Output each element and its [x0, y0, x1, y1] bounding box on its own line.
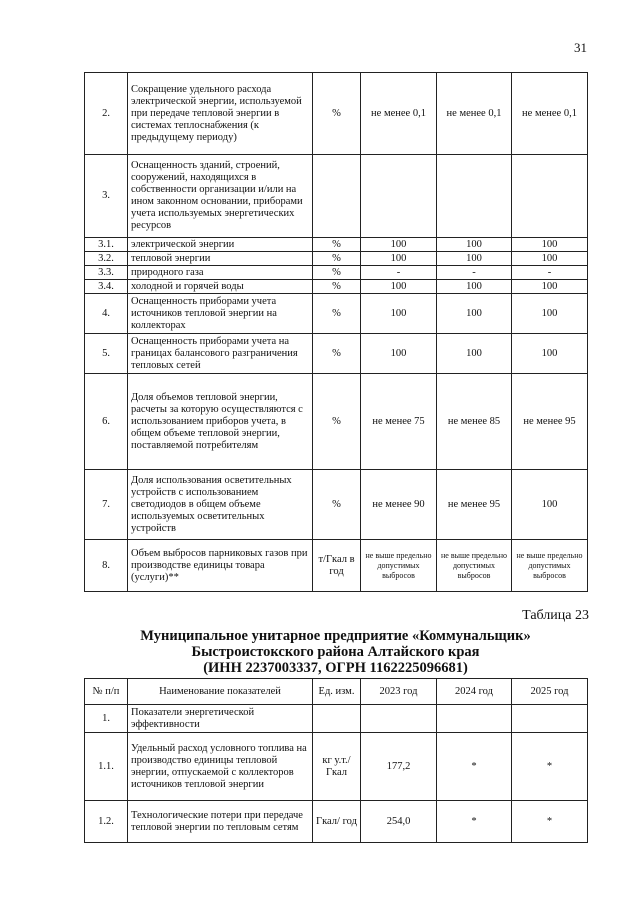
value-2024: 100 — [437, 334, 512, 374]
unit-cell: % — [313, 252, 361, 266]
value-2023: 100 — [361, 280, 437, 294]
value-2025: 100 — [512, 294, 588, 334]
row-number: 4. — [85, 294, 128, 334]
value-2025: не выше предельно допустимых выбросов — [512, 540, 588, 592]
table-row — [85, 266, 588, 280]
unit-cell: % — [313, 334, 361, 374]
organization-title-line-3: (ИНН 2237003337, ОГРН 1162225096681) — [203, 660, 468, 676]
value-2024: - — [437, 266, 512, 280]
table-row — [85, 334, 588, 374]
row-number: 1.2. — [85, 801, 128, 843]
value-2023: не менее 0,1 — [361, 73, 437, 155]
row-number: 7. — [85, 470, 128, 540]
page-number: 31 — [574, 40, 587, 55]
header-number: № п/п — [85, 679, 128, 705]
table-row — [85, 801, 588, 843]
value-2023: 100 — [361, 252, 437, 266]
value-2024 — [437, 705, 512, 733]
value-2024: 100 — [437, 238, 512, 252]
table-row — [85, 280, 588, 294]
table-row — [85, 238, 588, 252]
value-2024: 100 — [437, 252, 512, 266]
indicators-table-23 — [84, 678, 588, 843]
indicator-name: Оснащенность зданий, строений, сооружений, находящихся в собственности организации и/или на ином законном основании, приборами учета используемых энергетических ресурсов — [128, 155, 313, 238]
value-2023: не выше предельно допустимых выбросов — [361, 540, 437, 592]
row-number: 3. — [85, 155, 128, 238]
value-2025: * — [512, 733, 588, 801]
row-number: 5. — [85, 334, 128, 374]
indicator-name: Показатели энергетической эффективности — [128, 705, 313, 733]
value-2024: * — [437, 801, 512, 843]
header-2023: 2023 год — [361, 679, 437, 705]
value-2023 — [361, 705, 437, 733]
indicators-table-continued — [84, 72, 588, 592]
indicator-name: Сокращение удельного расхода электрической энергии, используемой при передаче тепловой энергии в системах теплоснабжения (к предыдущему периоду) — [128, 73, 313, 155]
row-number: 6. — [85, 374, 128, 470]
value-2023: 100 — [361, 334, 437, 374]
value-2025 — [512, 155, 588, 238]
table-row — [85, 294, 588, 334]
header-2024: 2024 год — [437, 679, 512, 705]
value-2023: 177,2 — [361, 733, 437, 801]
indicator-name: Доля использования осветительных устройств с использованием светодиодов в общем объеме используемых осветительных устройств — [128, 470, 313, 540]
unit-cell: кг у.т./ Гкал — [313, 733, 361, 801]
value-2025: 100 — [512, 334, 588, 374]
table-row — [85, 705, 588, 733]
unit-cell: т/Гкал в год — [313, 540, 361, 592]
indicator-name: Объем выбросов парниковых газов при производстве единицы товара (услуги)** — [128, 540, 313, 592]
value-2023: - — [361, 266, 437, 280]
indicator-name: электрической энергии — [128, 238, 313, 252]
value-2025: 100 — [512, 238, 588, 252]
row-number: 1. — [85, 705, 128, 733]
table-header-row — [85, 679, 588, 705]
indicator-name: Доля объемов тепловой энергии, расчеты за которую осуществляются с использованием приборов учета, в общем объеме тепловой энергии, поставляемой потребителям — [128, 374, 313, 470]
unit-cell: % — [313, 294, 361, 334]
header-unit: Ед. изм. — [313, 679, 361, 705]
row-number: 8. — [85, 540, 128, 592]
unit-cell: % — [313, 73, 361, 155]
value-2023 — [361, 155, 437, 238]
unit-cell — [313, 155, 361, 238]
organization-title-line-1: Муниципальное унитарное предприятие «Коммунальщик» — [140, 628, 531, 644]
unit-cell — [313, 705, 361, 733]
indicator-name: Технологические потери при передаче тепловой энергии по тепловым сетям — [128, 801, 313, 843]
value-2025: 100 — [512, 280, 588, 294]
unit-cell: Гкал/ год — [313, 801, 361, 843]
value-2025: не менее 0,1 — [512, 73, 588, 155]
indicator-name: тепловой энергии — [128, 252, 313, 266]
indicator-name: Оснащенность приборами учета на границах балансового разграничения тепловых сетей — [128, 334, 313, 374]
value-2025: не менее 95 — [512, 374, 588, 470]
row-number: 1.1. — [85, 733, 128, 801]
value-2024 — [437, 155, 512, 238]
value-2024: 100 — [437, 280, 512, 294]
value-2024: не менее 0,1 — [437, 73, 512, 155]
value-2024: не выше предельно допустимых выбросов — [437, 540, 512, 592]
table-row — [85, 540, 588, 592]
header-2025: 2025 год — [512, 679, 588, 705]
value-2024: не менее 95 — [437, 470, 512, 540]
table-row — [85, 155, 588, 238]
table-caption: Таблица 23 — [522, 608, 589, 623]
header-indicator-name: Наименование показателей — [128, 679, 313, 705]
value-2023: 254,0 — [361, 801, 437, 843]
table-row — [85, 73, 588, 155]
unit-cell: % — [313, 238, 361, 252]
table-row — [85, 374, 588, 470]
unit-cell: % — [313, 280, 361, 294]
row-number: 3.3. — [85, 266, 128, 280]
table-row — [85, 733, 588, 801]
table-row — [85, 252, 588, 266]
organization-title-line-2: Быстроистокского района Алтайского края — [191, 644, 480, 660]
value-2024: 100 — [437, 294, 512, 334]
table-row — [85, 470, 588, 540]
row-number: 2. — [85, 73, 128, 155]
value-2023: не менее 75 — [361, 374, 437, 470]
value-2025: 100 — [512, 252, 588, 266]
value-2024: * — [437, 733, 512, 801]
row-number: 3.2. — [85, 252, 128, 266]
value-2025: 100 — [512, 470, 588, 540]
unit-cell: % — [313, 470, 361, 540]
value-2023: не менее 90 — [361, 470, 437, 540]
value-2025 — [512, 705, 588, 733]
indicator-name: Оснащенность приборами учета источников тепловой энергии на коллекторах — [128, 294, 313, 334]
value-2024: не менее 85 — [437, 374, 512, 470]
indicator-name: холодной и горячей воды — [128, 280, 313, 294]
value-2023: 100 — [361, 294, 437, 334]
indicator-name: природного газа — [128, 266, 313, 280]
value-2023: 100 — [361, 238, 437, 252]
value-2025: - — [512, 266, 588, 280]
row-number: 3.1. — [85, 238, 128, 252]
unit-cell: % — [313, 374, 361, 470]
unit-cell: % — [313, 266, 361, 280]
row-number: 3.4. — [85, 280, 128, 294]
value-2025: * — [512, 801, 588, 843]
indicator-name: Удельный расход условного топлива на производство единицы тепловой энергии, отпускаемой с коллекторов источников тепловой энергии — [128, 733, 313, 801]
